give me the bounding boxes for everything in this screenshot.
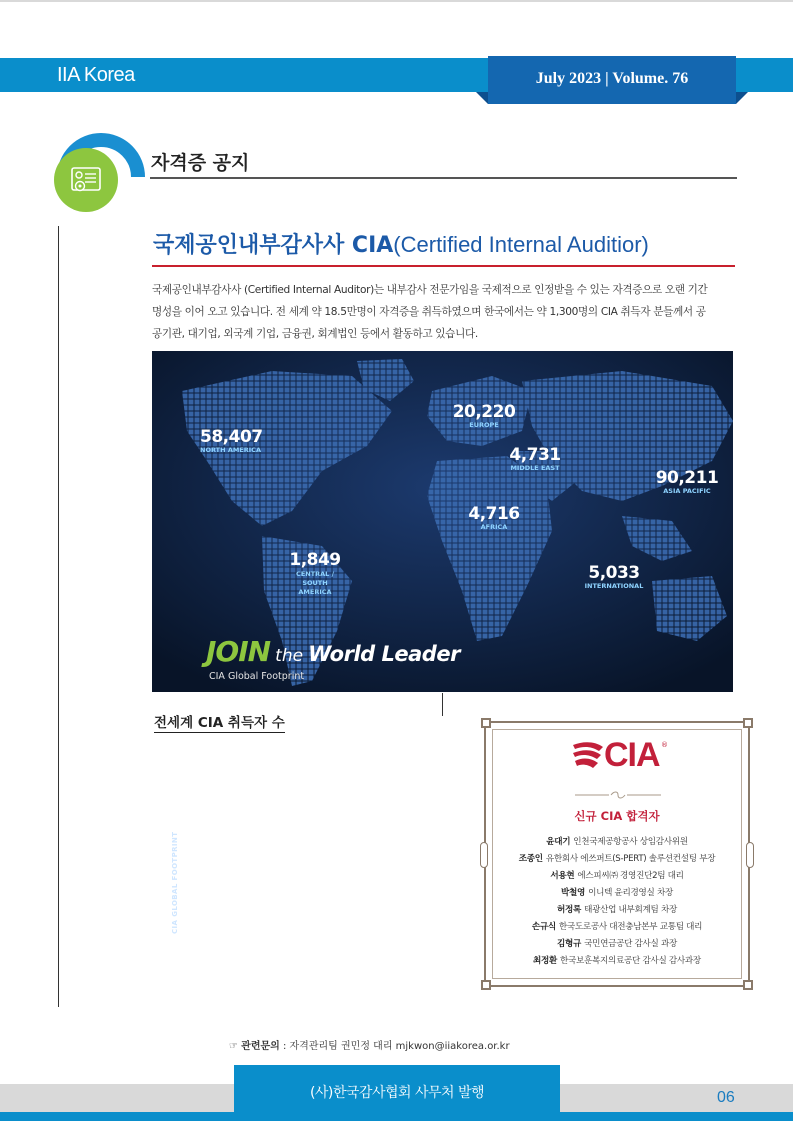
join-world-leader: World Leader xyxy=(308,642,460,666)
section-title: 자격증 공지 xyxy=(151,152,250,174)
frame-corner-ornament xyxy=(743,718,753,728)
join-word: JOIN xyxy=(206,635,271,668)
left-margin-line xyxy=(58,226,59,1007)
header-brand: IIA Korea xyxy=(57,64,135,86)
pointing-hand-icon: ☞ xyxy=(229,1041,242,1052)
winner-name: 손규식 xyxy=(531,922,556,932)
caption-tick-line xyxy=(442,693,443,716)
winner-name: 윤대기 xyxy=(546,837,571,847)
footer-publisher: (사)한국감사협회 사무처 발행 xyxy=(309,1085,485,1101)
stat-region: ASIA PACIFIC xyxy=(663,487,711,495)
frame-corner-ornament xyxy=(743,980,753,990)
winner-line xyxy=(492,835,742,847)
article-paragraph xyxy=(152,279,736,345)
winner-org: 이니텍 윤리경영실 차장 xyxy=(588,888,673,898)
winner-line xyxy=(492,886,742,898)
top-rule xyxy=(0,0,793,2)
contact-text: : 자격관리팀 권민정 대리 mjkwon@iiakorea.or.kr xyxy=(279,1041,510,1052)
article-title-main: 국제공인내부감사사 CIA xyxy=(153,233,394,258)
winner-org: 인천국제공항공사 상임감사위원 xyxy=(573,837,688,847)
stat-value: 20,220 xyxy=(452,402,516,422)
paragraph-line: 국제공인내부감사사 (Certified Internal Auditor)는 내부감사 전문가임을 국제적으로 인정받을 수 있는 자격증으로 오랜 기간 xyxy=(152,284,708,296)
certificate-gear-icon xyxy=(54,148,118,212)
stat-value: 4,716 xyxy=(468,504,520,524)
winner-name: 박철영 xyxy=(561,888,586,898)
stat-value: 58,407 xyxy=(200,427,263,447)
section-icon-circle xyxy=(54,148,118,212)
issue-ribbon-tail-left xyxy=(476,92,488,104)
stat-value: 1,849 xyxy=(289,550,341,570)
issue-ribbon-tail-right xyxy=(736,92,748,104)
winner-line xyxy=(492,869,742,881)
winner-name: 김형규 xyxy=(557,939,582,949)
stat-international xyxy=(578,563,650,591)
winner-line xyxy=(492,937,742,949)
winner-org: 유한회사 에쓰퍼트(S-PERT) 솔루션컨설팅 부장 xyxy=(545,854,716,864)
map-vertical-label: CIA GLOBAL FOOTPRINT xyxy=(171,831,179,934)
stat-asia-pacific xyxy=(652,468,722,496)
cia-logo-text: CIA xyxy=(604,736,660,774)
contact-label: 관련문의 xyxy=(241,1041,280,1052)
stat-region: EUROPE xyxy=(469,421,499,429)
stat-region: NORTH AMERICA xyxy=(200,446,261,454)
cia-registered-mark: ® xyxy=(661,741,668,749)
page-number: 06 xyxy=(717,1089,735,1106)
ornamental-divider xyxy=(575,790,661,800)
stat-middle-east xyxy=(505,445,565,473)
paragraph-line: 공기관, 대기업, 외국계 기업, 금융권, 회계법인 등에서 활동하고 있습니다. xyxy=(152,328,478,340)
stat-north-america xyxy=(200,427,263,455)
frame-corner-ornament xyxy=(481,980,491,990)
stat-europe xyxy=(444,402,524,430)
winner-org: 태광산업 내부회계팀 차장 xyxy=(584,905,677,915)
winner-org: 한국보훈복지의료공단 감사실 감사과장 xyxy=(560,956,701,966)
frame-side-ornament xyxy=(480,842,488,868)
article-title xyxy=(153,228,649,259)
paragraph-line: 명성을 이어 오고 있습니다. 전 세계 약 18.5만명이 자격증을 취득하였으며 한국에서는 약 1,300명의 CIA 취득자 분들께서 공 xyxy=(152,306,706,318)
join-slogan xyxy=(206,635,460,668)
winner-name: 서용현 xyxy=(550,871,575,881)
stat-value: 4,731 xyxy=(509,445,561,465)
title-underline xyxy=(152,265,735,267)
frame-side-ornament xyxy=(746,842,754,868)
stat-africa xyxy=(464,504,524,532)
map-caption: 전세계 CIA 취득자 수 xyxy=(154,711,285,733)
frame-corner-ornament xyxy=(481,718,491,728)
winner-name: 최정환 xyxy=(533,956,558,966)
stat-region: CENTRAL / SOUTH AMERICA xyxy=(296,570,334,596)
contact-line xyxy=(229,1037,510,1052)
winner-line xyxy=(492,920,742,932)
stat-value: 5,033 xyxy=(588,563,640,583)
section-rule xyxy=(150,177,737,179)
stat-region: INTERNATIONAL xyxy=(584,582,644,590)
winner-line xyxy=(492,954,742,966)
stat-value: 90,211 xyxy=(655,468,719,488)
winner-name: 조종인 xyxy=(518,854,543,864)
winners-title: 신규 CIA 합격자 xyxy=(574,809,660,823)
winner-org: 에스피씨㈜ 경영진단2팀 대리 xyxy=(577,871,684,881)
winner-org: 국민연금공단 감사실 과장 xyxy=(584,939,677,949)
stat-region: MIDDLE EAST xyxy=(510,464,560,472)
join-the: the xyxy=(275,646,304,666)
winner-line xyxy=(492,852,742,864)
winner-org: 한국도로공사 대전충남본부 교통팀 대리 xyxy=(558,922,703,932)
stat-region: AFRICA xyxy=(480,523,508,531)
winner-name: 허정록 xyxy=(557,905,582,915)
stat-central-south-america xyxy=(282,550,348,597)
issue-label: July 2023 | Volume. 76 xyxy=(535,70,689,87)
article-title-sub: (Certified Internal Auditior) xyxy=(393,232,649,257)
winner-line xyxy=(492,903,742,915)
map-footprint-label: CIA Global Footprint xyxy=(209,671,305,682)
